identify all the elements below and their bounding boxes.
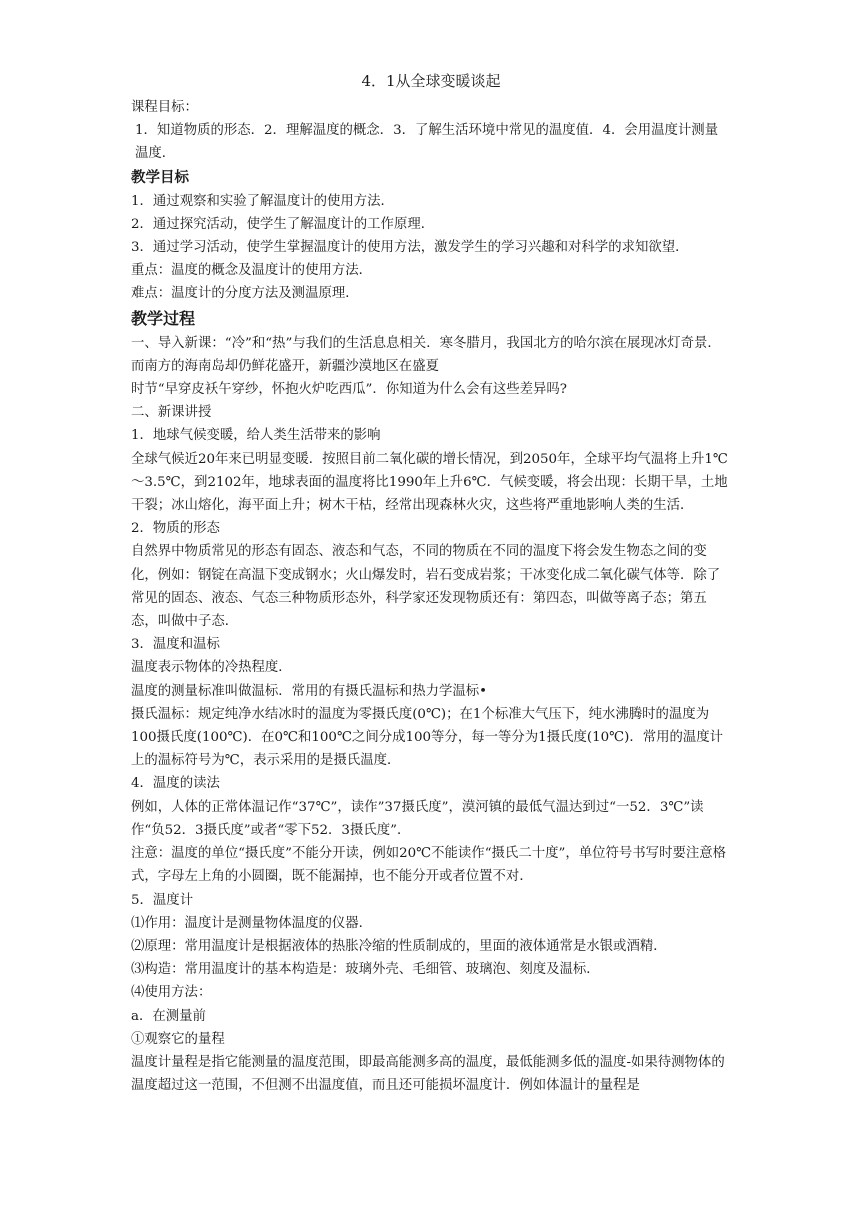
paragraph: 摄氏温标：规定纯净水结冰时的温度为零摄氏度(0℃)；在1个标准大气压下，纯水沸腾时的温度为100摄氏度(100℃)．在0℃和100℃之间分成100等分，每一等分为1摄氏度(10℃)．常用的温度计上的温标符号为℃，表示采用的是摄氏温度． — [131, 706, 724, 769]
difficult-point: 难点：温度计的分度方法及测温原理． — [131, 286, 359, 302]
document-page — [131, 68, 731, 1097]
paragraph: 注意：温度的单位“摄氏度”不能分开读，例如20℃不能读作“摄氏二十度”，单位符号书写时要注意格式，字母左上角的小圆圈，既不能漏掉，也不能分开或者位置不对． — [131, 846, 727, 885]
paragraph: 时节“早穿皮袄午穿纱，怀抱火炉吃西瓜”．你知道为什么会有这些差异吗? — [131, 382, 567, 398]
section-heading: 5．温度计 — [131, 892, 194, 908]
paragraph: 一、导入新课：“冷”和“热”与我们的生活息息相关．寒冬腊月，我国北方的哈尔滨在展现冰灯奇景．而南方的海南岛却仍鲜花盛开，新疆沙漠地区在盛夏 — [131, 335, 721, 374]
paragraph: 全球气候近20年来已明显变暖．按照目前二氧化碳的增长情况，到2050年，全球平均气温将上升1℃～3.5℃，到2102年，地球表面的温度将比1990年上升6℃．气候变暖，将会出现：长期干旱，土地干裂；冰山熔化，海平面上升；树木干枯，经常出现森林火灾，这些将严重地影响人类的生活． — [131, 451, 728, 514]
paragraph: ⑴作用：温度计是测量物体温度的仪器． — [131, 915, 373, 931]
paragraph: 例如，人体的正常体温记作“37℃”，读作”37摄氏度”，漠河镇的最低气温达到过“一52．3℃”读作“负52．3摄氏度”或者“零下52．3摄氏度”． — [131, 799, 704, 838]
teaching-goal: 2．通过探究活动，使学生了解温度计的工作原理． — [131, 216, 435, 232]
paragraph: ⑶构造：常用温度计的基本构造是：玻璃外壳、毛细管、玻璃泡、刻度及温标． — [131, 962, 600, 978]
course-goals-text: 1．知道物质的形态．2．理解温度的概念．3．了解生活环境中常见的温度值．4．会用温度计测量温度． — [135, 123, 719, 162]
teaching-goals-heading: 教学目标 — [131, 169, 189, 186]
paragraph: ①观察它的量程 — [131, 1031, 225, 1047]
course-goals-label: 课程目标： — [131, 100, 198, 115]
paragraph: 温度计量程是指它能测量的温度范围，即最高能测多高的温度，最低能测多低的温度-如果待测物体的温度超过这一范围，不但测不出温度值，而且还可能损坏温度计．例如体温计的量程是 — [131, 1054, 725, 1094]
section-heading: 3．温度和温标 — [131, 637, 220, 653]
section-heading: 4．温度的读法 — [131, 776, 220, 792]
teaching-goal: 3．通过学习活动，使学生掌握温度计的使用方法，激发学生的学习兴趣和对科学的求知欲望． — [131, 240, 689, 256]
key-point: 重点：温度的概念及温度计的使用方法． — [131, 263, 373, 279]
section-heading: 1．地球气候变暖，给人类生活带来的影响 — [131, 428, 381, 444]
paragraph: ⑵原理：常用温度计是根据液体的热胀冷缩的性质制成的，里面的液体通常是水银或酒精． — [131, 938, 667, 954]
page-title: 4．1从全球变暖谈起 — [361, 72, 501, 90]
process-heading: 教学过程 — [131, 308, 196, 328]
section-heading: 2．物质的形态 — [131, 521, 220, 537]
paragraph: ⑷使用方法： — [131, 985, 212, 1001]
paragraph: 温度表示物体的冷热程度． — [131, 660, 292, 676]
section-heading: 二、新课讲授 — [131, 405, 212, 421]
paragraph: a．在测量前 — [131, 1008, 206, 1024]
paragraph: 温度的测量标准叫做温标．常用的有摄氏温标和热力学温标• — [131, 683, 488, 699]
paragraph: 自然界中物质常见的形态有固态、液态和气态，不同的物质在不同的温度下将会发生物态之间的变化，例如：钢锭在高温下变成钢水；火山爆发时，岩石变成岩浆；干冰变化成二氧化碳气体等．除了常见的固态、液态、气态三种物质形态外，科学家还发现物质还有：第四态，叫做等离子态；第五态，叫做中子态． — [131, 544, 721, 630]
teaching-goal: 1．通过观察和实验了解温度计的使用方法． — [131, 193, 394, 209]
